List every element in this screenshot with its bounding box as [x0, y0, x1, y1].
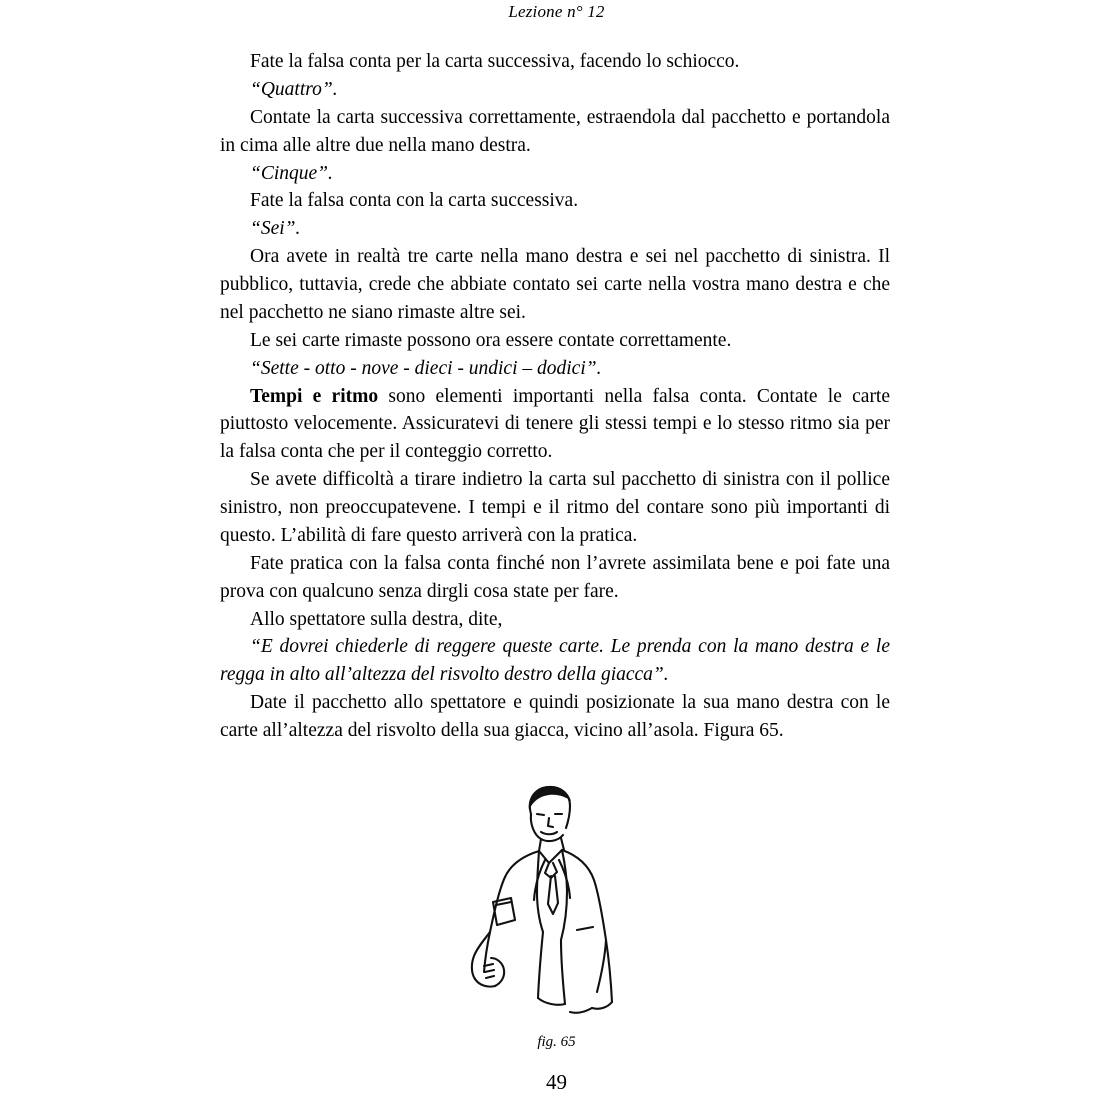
paragraph: Fate la falsa conta con la carta successiva.	[250, 190, 579, 212]
running-head: Lezione n° 12	[508, 2, 605, 21]
paragraph: Fate pratica con la falsa conta finché non l’avrete assimilata bene e poi fate una prova con qualcuno senza dirgli cosa state per fare.	[220, 552, 890, 602]
paragraph: Date il pacchetto allo spettatore e quindi posizionate la sua mano destra con le carte all’altezza del risvolto della sua giacca, vicino all’asola. Figura 65.	[220, 692, 890, 741]
man-holding-cards-at-lapel-illustration	[427, 780, 687, 1030]
page-number: 49	[546, 1070, 567, 1094]
paragraph-quote: “E dovrei chiederle di reggere queste carte. Le prenda con la mano destra e le regga in alto all’altezza del risvolto destro della giacca”.	[220, 636, 890, 686]
paragraph-with-lead	[220, 383, 890, 467]
paragraph-quote: “Sette - otto - nove - dieci - undici – dodici”.	[250, 357, 602, 379]
paragraph: Le sei carte rimaste possono ora essere contate correttamente.	[250, 329, 732, 351]
paragraph-rest: sono elementi importanti nella falsa conta. Contate le carte piuttosto velocemente. Assicuratevi di tenere gli stessi tempi e lo stesso ritmo sia per la falsa conta che per il conteggio corretto.	[220, 385, 891, 463]
figure-block	[0, 780, 1113, 1051]
lead-bold-text: Tempi e ritmo	[250, 385, 379, 407]
paragraph-quote: “Cinque”.	[250, 162, 333, 184]
paragraph: Se avete difficoltà a tirare indietro la carta sul pacchetto di sinistra con il pollice sinistro, non preoccupatevene. I tempi e il ritmo del contare sono più importanti di questo. L’abilità di fare questo arriverà con la pratica.	[220, 469, 890, 546]
page-body	[220, 48, 890, 745]
paragraph: Contate la carta successiva correttamente, estraendola dal pacchetto e portandola in cima alle altre due nella mano destra.	[220, 106, 890, 156]
paragraph-quote: “Sei”.	[250, 218, 301, 240]
paragraph: Allo spettatore sulla destra, dite,	[250, 608, 503, 630]
paragraph: Fate la falsa conta per la carta successiva, facendo lo schiocco.	[250, 51, 740, 72]
figure-caption: fig. 65	[537, 1034, 576, 1050]
paragraph: Ora avete in realtà tre carte nella mano destra e sei nel pacchetto di sinistra. Il pubblico, tuttavia, crede che abbiate contato sei carte nella vostra mano destra e che nel pacchetto ne siano rimaste altre sei.	[220, 246, 890, 323]
paragraph-quote: “Quattro”.	[250, 78, 338, 100]
